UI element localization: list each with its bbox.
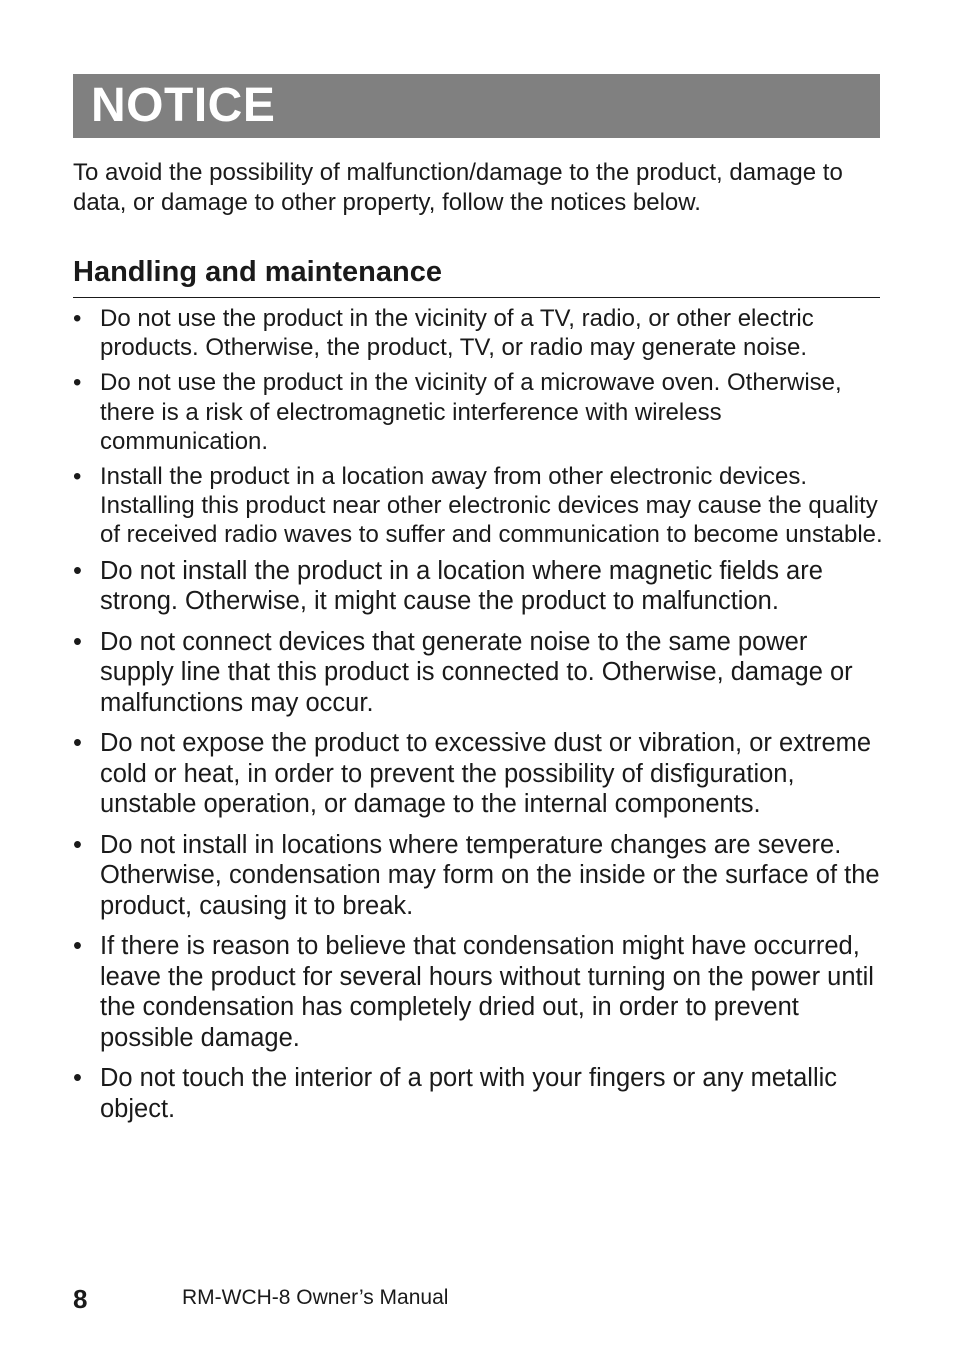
list-item-text: Do not touch the interior of a port with your fingers or any metallic object. <box>100 1064 838 1123</box>
title-banner <box>73 74 880 138</box>
list-item-text: Do not install in locations where temperature changes are severe. Otherwise, condensation may form on the inside or the surface of the product, causing it to break. <box>100 830 880 920</box>
intro-paragraph: To avoid the possibility of malfunction/damage to the product, damage to data, or damage to other property, follow the notices below. <box>73 159 843 216</box>
list-item <box>73 728 883 820</box>
bullet-icon: • <box>73 463 82 491</box>
list-item <box>73 304 883 362</box>
bullet-icon: • <box>73 627 82 656</box>
page-number: 8 <box>73 1284 88 1314</box>
page-title: NOTICE <box>91 79 276 132</box>
list-item-text: Do not use the product in the vicinity of a microwave oven. Otherwise, there is a risk of electromagnetic interference with wireless communication. <box>100 369 842 455</box>
section-divider <box>73 297 880 298</box>
list-item-text: Do not install the product in a location where magnetic fields are strong. Otherwise, it might cause the product to malfunction. <box>100 556 823 616</box>
list-item <box>73 462 883 550</box>
bullet-icon: • <box>73 830 82 859</box>
list-item-text: Install the product in a location away from other electronic devices. Installing this product near other electronic devices may cause the quality of received radio waves to suffer and communication to become unstable. <box>100 463 883 549</box>
notice-list <box>73 304 883 1134</box>
section-heading: Handling and maintenance <box>73 256 442 288</box>
bullet-icon: • <box>73 305 82 332</box>
list-item <box>73 931 883 1053</box>
list-item-text: Do not use the product in the vicinity of a TV, radio, or other electric products. Otherwise, the product, TV, or radio may generate noise. <box>100 305 814 362</box>
bullet-icon: • <box>73 729 82 758</box>
list-item <box>73 1063 883 1124</box>
footer-manual-title: RM-WCH-8 Owner’s Manual <box>182 1286 449 1309</box>
list-item <box>73 556 883 617</box>
bullet-icon: • <box>73 932 82 961</box>
list-item <box>73 830 883 922</box>
list-item <box>73 368 883 456</box>
list-item <box>73 627 883 719</box>
bullet-icon: • <box>73 1064 82 1093</box>
bullet-icon: • <box>73 369 82 397</box>
list-item-text: Do not expose the product to excessive dust or vibration, or extreme cold or heat, in order to prevent the possibility of disfiguration, unstable operation, or damage to the internal components. <box>100 729 872 819</box>
bullet-icon: • <box>73 556 82 585</box>
list-item-text: If there is reason to believe that condensation might have occurred, leave the product for several hours without turning on the power until the condensation has completely dried out, in order to prevent possible damage. <box>100 932 874 1052</box>
list-item-text: Do not connect devices that generate noise to the same power supply line that this product is connected to. Otherwise, damage or malfunctions may occur. <box>100 627 853 717</box>
